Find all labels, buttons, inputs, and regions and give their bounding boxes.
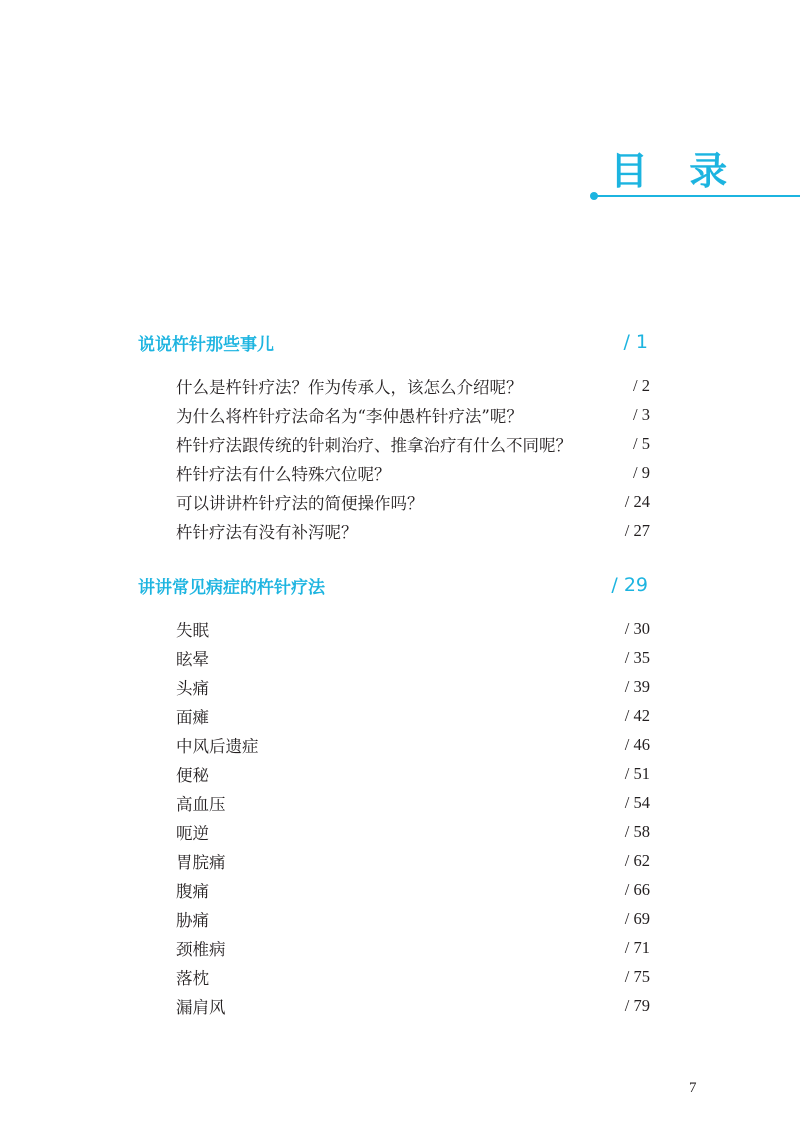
page-number: 7: [689, 1080, 697, 1096]
section-page: / 1: [623, 331, 648, 353]
title-rule: [594, 195, 800, 197]
entry-title: 杵针疗法有没有补泻呢？: [176, 523, 358, 542]
entry-page: / 54: [624, 793, 650, 812]
toc-entry[interactable]: [176, 431, 650, 457]
section-title: 讲讲常见病症的杵针疗法: [138, 577, 325, 598]
toc-entry[interactable]: [176, 460, 650, 486]
entry-title: 为什么将杵针疗法命名为“李仲愚杵针疗法”呢？: [176, 407, 523, 426]
toc-entry[interactable]: [176, 819, 650, 845]
toc-entry[interactable]: [176, 518, 650, 544]
toc-section-2[interactable]: [138, 570, 648, 600]
entry-title: 杵针疗法有什么特殊穴位呢？: [176, 465, 391, 484]
toc-entry[interactable]: [176, 935, 650, 961]
entry-title: 颈椎病: [176, 940, 226, 959]
toc-entry[interactable]: [176, 848, 650, 874]
entry-title: 眩晕: [176, 650, 209, 669]
toc-entry[interactable]: [176, 616, 650, 642]
toc-entry[interactable]: [176, 732, 650, 758]
entry-title: 便秘: [176, 766, 209, 785]
toc-entry[interactable]: [176, 703, 650, 729]
toc-entry[interactable]: [176, 645, 650, 671]
entry-page: / 58: [624, 822, 650, 841]
entry-page: / 2: [633, 376, 650, 395]
entry-page: / 35: [624, 648, 650, 667]
entry-page: / 79: [624, 996, 650, 1015]
entry-page: / 3: [633, 405, 650, 424]
entry-page: / 9: [633, 463, 650, 482]
toc-entry[interactable]: [176, 906, 650, 932]
toc-entry[interactable]: [176, 964, 650, 990]
toc-entry[interactable]: [176, 373, 650, 399]
toc-entry[interactable]: [176, 674, 650, 700]
section-page: / 29: [611, 574, 648, 596]
entry-title: 呃逆: [176, 824, 209, 843]
entry-title: 失眠: [176, 621, 209, 640]
entry-title: 胁痛: [176, 911, 209, 930]
entry-title: 漏肩风: [176, 998, 226, 1017]
entry-title: 腹痛: [176, 882, 209, 901]
entry-page: / 5: [633, 434, 650, 453]
toc-section-1[interactable]: [138, 327, 648, 357]
toc-title: 目 录: [610, 149, 742, 193]
entry-page: / 75: [624, 967, 650, 986]
entry-page: / 71: [624, 938, 650, 957]
entry-title: 胃脘痛: [176, 853, 226, 872]
entry-page: / 69: [624, 909, 650, 928]
section-title: 说说杵针那些事儿: [138, 334, 274, 355]
entry-title: 杵针疗法跟传统的针刺治疗、推拿治疗有什么不同呢？: [176, 436, 572, 455]
entry-page: / 30: [624, 619, 650, 638]
entry-page: / 62: [624, 851, 650, 870]
entry-page: / 46: [624, 735, 650, 754]
entry-title: 高血压: [176, 795, 226, 814]
entry-title: 可以讲讲杵针疗法的简便操作吗？: [176, 494, 424, 513]
toc-entry[interactable]: [176, 790, 650, 816]
entry-title: 中风后遗症: [176, 737, 259, 756]
entry-title: 落枕: [176, 969, 209, 988]
entry-page: / 42: [624, 706, 650, 725]
toc-entry[interactable]: [176, 877, 650, 903]
entry-title: 面瘫: [176, 708, 209, 727]
entry-title: 什么是杵针疗法？作为传承人，该怎么介绍呢？: [176, 378, 523, 397]
toc-entry[interactable]: [176, 489, 650, 515]
entry-page: / 24: [624, 492, 650, 511]
entry-page: / 51: [624, 764, 650, 783]
entry-page: / 27: [624, 521, 650, 540]
toc-entry[interactable]: [176, 402, 650, 428]
entry-page: / 39: [624, 677, 650, 696]
toc-entry[interactable]: [176, 761, 650, 787]
entry-title: 头痛: [176, 679, 209, 698]
toc-entry[interactable]: [176, 993, 650, 1019]
entry-page: / 66: [624, 880, 650, 899]
